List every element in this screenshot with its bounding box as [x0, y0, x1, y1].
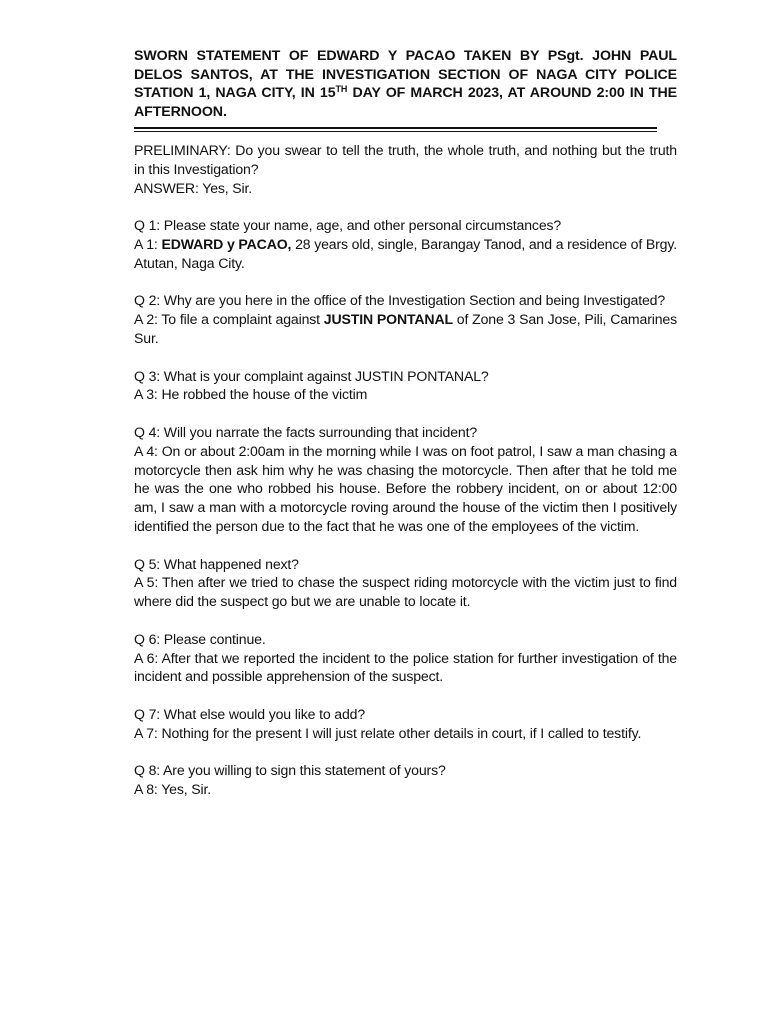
answer-2-rest: of Zone 3 San Jose, Pili, Camarines Sur.: [134, 311, 677, 346]
question-6: Q 6: Please continue.: [134, 630, 266, 647]
title-superscript: TH: [335, 84, 348, 95]
title-divider-thin: [134, 131, 657, 132]
qa-block-6: [134, 630, 677, 686]
question-4: Q 4: Will you narrate the facts surrounding that incident?: [134, 423, 478, 440]
answer-1: [134, 235, 677, 273]
answer-2: [134, 310, 677, 348]
answer-4: A 4: On or about 2:00am in the morning while I was on foot patrol, I saw a man chasing a motorcycle then ask him why he was chasing the motorcycle. Then after that he told me he was the one who robbed his house. Before the robbery incident, on or about 12:00 am, I saw a man with a motorcycle roving around the house of the victim then I positively identified the person due to the fact that he was one of the employees of the victim.: [134, 442, 677, 534]
preliminary-question: PRELIMINARY: Do you swear to tell the truth, the whole truth, and nothing but the truth in this Investigation?: [134, 142, 677, 177]
question-8: Q 8: Are you willing to sign this statement of yours?: [134, 762, 446, 779]
statement-title: [134, 47, 677, 121]
qa-block-7: [134, 705, 677, 743]
title-divider-thick: [134, 127, 657, 129]
answer-6: A 6: After that we reported the incident to the police station for further investigation of the incident and possible apprehension of the suspect.: [134, 649, 677, 685]
qa-block-5: [134, 555, 677, 611]
answer-7: A 7: Nothing for the present I will just relate other details in court, if I called to testify.: [134, 724, 642, 741]
answer-5: A 5: Then after we tried to chase the suspect riding motorcycle with the victim just to find where did the suspect go but we are unable to locate it.: [134, 574, 677, 610]
question-1: Q 1: Please state your name, age, and other personal circumstances?: [134, 217, 562, 234]
answer-2-prefix: A 2: To file a complaint against: [134, 311, 324, 328]
answer-1-name: EDWARD y PACAO,: [161, 235, 292, 252]
question-5: Q 5: What happened next?: [134, 555, 299, 572]
question-3: Q 3: What is your complaint against JUSTIN PONTANAL?: [134, 367, 489, 384]
question-2: Q 2: Why are you here in the office of the Investigation Section and being Investigated?: [134, 292, 666, 309]
preliminary-block: [134, 141, 677, 197]
answer-8: A 8: Yes, Sir.: [134, 781, 212, 798]
qa-block-2: [134, 291, 677, 347]
preliminary-answer: ANSWER: Yes, Sir.: [134, 179, 253, 196]
answer-1-rest: 28 years old, single, Barangay Tanod, and a residence of Brgy. Atutan, Naga City.: [134, 235, 677, 271]
title-text-part1: SWORN STATEMENT OF EDWARD Y PACAO TAKEN BY PSgt. JOHN PAUL DELOS SANTOS, AT THE INVESTIGATION SECTION OF NAGA CITY POLICE STATION 1, NAGA CITY, IN 15: [134, 48, 677, 102]
qa-block-4: [134, 423, 677, 536]
question-7: Q 7: What else would you like to add?: [134, 705, 366, 722]
answer-3: A 3: He robbed the house of the victim: [134, 386, 368, 403]
answer-1-prefix: A 1:: [134, 235, 162, 252]
qa-block-8: [134, 761, 677, 799]
statement-body: [134, 141, 677, 818]
qa-block-1: [134, 216, 677, 272]
answer-2-name: JUSTIN PONTANAL: [323, 311, 453, 328]
title-text-part2: DAY OF MARCH 2023, AT AROUND 2:00 IN THE AFTERNOON.: [134, 85, 677, 120]
qa-block-3: [134, 367, 677, 405]
